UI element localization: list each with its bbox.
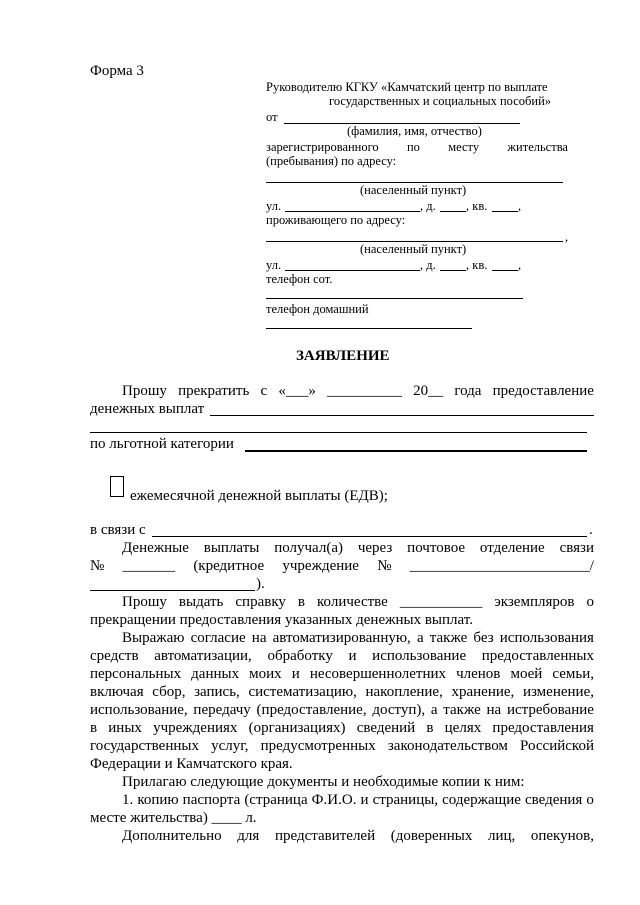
certificate-word: выдать	[178, 594, 224, 610]
live-street-label: ул.	[266, 258, 282, 272]
consent-word: (организациях)	[248, 720, 346, 736]
consent-line-5	[90, 702, 594, 719]
passport-word: 1.	[122, 792, 134, 808]
stop-word: предоставление	[492, 383, 594, 399]
consent-word: сведений	[356, 720, 416, 736]
passport-line-2: месте жительства) ____ л.	[90, 810, 257, 826]
passport-word: Ф.И.О.	[311, 792, 357, 808]
consent-word: а	[430, 702, 438, 718]
consent-word: членов	[456, 666, 501, 682]
fio-caption: (фамилия, имя, отчество)	[347, 124, 482, 138]
received-word: учреждение	[282, 558, 359, 574]
bank-name-field[interactable]	[90, 590, 255, 591]
passport-word: (страница	[244, 792, 308, 808]
consent-word: предоставленных	[481, 648, 594, 664]
consent-word: сбор,	[152, 684, 186, 700]
certificate-line-1	[122, 594, 594, 611]
mobile-phone-label: телефон сот.	[266, 272, 333, 286]
registered-word: жительства	[507, 140, 568, 154]
consent-word: на	[486, 702, 502, 718]
consent-word: доступ),	[372, 702, 426, 718]
consent-line-4	[90, 684, 594, 701]
reg-street-field[interactable]	[285, 211, 420, 212]
edv-checkbox[interactable]	[110, 476, 124, 497]
consent-word: в	[426, 720, 434, 736]
certificate-word: количестве	[317, 594, 388, 610]
certificate-word: Прошу	[122, 594, 167, 610]
passport-word: копию	[137, 792, 179, 808]
consent-word: иных	[108, 720, 142, 736]
extra-word: для	[237, 828, 260, 844]
passport-word: содержащие	[442, 792, 521, 808]
consent-word: запись,	[194, 684, 240, 700]
consent-line-7	[90, 738, 594, 755]
passport-word: страницы,	[372, 792, 439, 808]
consent-word: использование	[372, 648, 467, 664]
consent-word: также	[443, 702, 481, 718]
received-word: Денежные	[122, 540, 189, 556]
mobile-phone-field[interactable]	[266, 298, 523, 299]
consent-word: данных	[191, 666, 240, 682]
received-word: №	[90, 558, 105, 574]
document-page: Форма 3 Руководителю КГКУ «Камчатский центр по выплате государственных и социальных пособий» от (фамилия, имя, отчество) зарегистрированного по месту жительства (пребывания) по адресу: (населенный пункт) ул. , д. , кв. , проживающего по адресу: , (населенный пункт) ул. , д. , кв. , телефон сот. телефон домашний ЗАЯВЛЕНИЕ Прошу прекратить с «___» __________ 20__ года предоставление денежных выплат по льготной категории ежемесячной денежной выплаты (ЕДВ); в связи с . Денежные выплаты получал(а) через почтовое отделение связи № _______ (кредитное учреждение № ________________________/ ). Прошу выдать справку в количестве ___________ экземпляров о прекращении предоставления указанных денежных выплат. Выражаю согласие на автоматизированную, а также без использования средств автоматизации, обработку и использование предоставленных персональных данных моих и несовершеннолетних членов моей семьи, включая сбор, запись, систематизацию, накопление, хранение, изменение, использование, передачу (предоставление, доступ), а также на истребование в иных учреждениях (организациях) сведений в целях предоставления государственных услуг, предусмотренных законодательством Российской Федерации и Камчатского края. Прилагаю следующие документы и необходимые копии к ним: 1. копию паспорта (страница Ф.И.О. и страницы, содержащие сведения о месте жительства) ____ л. Дополнительно для представителей (доверенных лиц, опекунов,	[90, 63, 594, 844]
addressee-line-2: государственных и социальных пособий»	[329, 94, 552, 108]
consent-word: без	[473, 630, 494, 646]
consent-word: передачу	[193, 702, 251, 718]
certificate-line-2: прекращении предоставления указанных денежных выплат.	[90, 612, 473, 628]
reg-house-field[interactable]	[440, 211, 466, 212]
document-title: ЗАЯВЛЕНИЕ	[296, 348, 390, 364]
consent-word: накопление,	[365, 684, 443, 700]
live-apt-field[interactable]	[492, 270, 518, 271]
category-label: по льготной категории	[90, 436, 234, 452]
consent-word: законодательством	[387, 738, 508, 754]
consent-word: и	[291, 666, 300, 682]
extra-word: Дополнительно	[122, 828, 222, 844]
received-word: получал(а)	[274, 540, 343, 556]
passport-word: и	[360, 792, 369, 808]
registered-line-1	[266, 140, 568, 155]
consent-word: целях	[444, 720, 482, 736]
consent-word: моих	[249, 666, 282, 682]
consent-word: обработку	[267, 648, 333, 664]
consent-word: автоматизации,	[154, 648, 252, 664]
category-field[interactable]	[245, 450, 587, 452]
consent-word: включая	[90, 684, 144, 700]
received-word: отделение	[479, 540, 545, 556]
extra-word: опекунов,	[530, 828, 594, 844]
payments-label: денежных выплат	[90, 401, 205, 417]
consent-word: средств	[90, 648, 139, 664]
stop-word: года	[454, 383, 482, 399]
home-phone-field[interactable]	[266, 328, 472, 329]
reg-house-label: , д.	[420, 199, 436, 213]
consent-word: учреждениях	[153, 720, 238, 736]
passport-word: о	[586, 792, 594, 808]
received-line-1	[122, 540, 594, 557]
consent-word: семьи,	[552, 666, 594, 682]
consent-word: предоставления	[492, 720, 594, 736]
consent-word: систематизацию,	[248, 684, 357, 700]
bank-number-field[interactable]: ________________________/	[409, 558, 594, 574]
stop-word[interactable]: __________	[326, 383, 402, 399]
consent-word: также	[429, 630, 468, 646]
stop-word[interactable]: «___»	[278, 383, 316, 399]
payments-field-2[interactable]	[90, 432, 587, 433]
live-street-field[interactable]	[285, 270, 420, 271]
consent-word: несовершеннолетних	[309, 666, 447, 682]
consent-word: предусмотренных	[260, 738, 376, 754]
payments-field[interactable]	[210, 415, 594, 416]
reg-apt-field[interactable]	[492, 211, 518, 212]
extra-word: лиц,	[487, 828, 516, 844]
due-field[interactable]	[152, 536, 587, 537]
reg-street-label: ул.	[266, 199, 282, 213]
live-apt-label: , кв.	[466, 258, 488, 272]
copies-count-field[interactable]: ___________	[399, 594, 483, 610]
consent-word: государственных	[90, 738, 199, 754]
consent-word: автоматизированную,	[272, 630, 411, 646]
stop-word[interactable]: 20__	[413, 383, 444, 399]
received-word: №	[377, 558, 392, 574]
consent-word: услуг,	[211, 738, 249, 754]
consent-word: в	[90, 720, 98, 736]
consent-word: (предоставление,	[256, 702, 367, 718]
form-label: Форма 3	[90, 63, 144, 79]
due-label: в связи с	[90, 522, 146, 538]
received-line-2	[90, 558, 594, 575]
consent-word: согласие	[190, 630, 246, 646]
consent-word: на	[251, 630, 267, 646]
extra-word: представителей	[274, 828, 376, 844]
consent-word: изменение,	[522, 684, 594, 700]
attach-label: Прилагаю следующие документы и необходимые копии к ним:	[122, 774, 525, 790]
registered-word: зарегистрированного	[266, 140, 379, 154]
consent-line-6	[90, 720, 594, 737]
received-word: почтовое	[407, 540, 466, 556]
consent-word: истребование	[506, 702, 594, 718]
live-settlement-caption: (населенный пункт)	[360, 242, 467, 256]
reg-apt-label: , кв.	[466, 199, 488, 213]
stop-line	[122, 383, 594, 400]
post-office-number-field[interactable]: _______	[122, 558, 176, 574]
consent-line-3	[90, 666, 594, 683]
certificate-word: экземпляров	[494, 594, 575, 610]
stop-word: Прошу	[122, 383, 167, 399]
stop-word: прекратить	[178, 383, 250, 399]
home-phone-label: телефон домашний	[266, 302, 369, 316]
consent-line-1	[122, 630, 594, 647]
consent-word: хранение,	[451, 684, 515, 700]
certificate-word: о	[586, 594, 594, 610]
received-word: (кредитное	[193, 558, 265, 574]
consent-word: использования	[499, 630, 594, 646]
stop-word: с	[260, 383, 268, 399]
live-house-field[interactable]	[440, 270, 466, 271]
consent-line-2	[90, 648, 594, 665]
registered-word: месту	[448, 140, 480, 154]
passport-word: сведения	[524, 792, 583, 808]
reg-settlement-caption: (населенный пункт)	[360, 183, 467, 197]
live-house-label: , д.	[420, 258, 436, 272]
extra-line-1	[122, 828, 594, 845]
registered-line-2: (пребывания) по адресу:	[266, 154, 397, 168]
from-label: от	[266, 110, 278, 124]
passport-line-1	[122, 792, 594, 809]
addressee-line-1: Руководителю КГКУ «Камчатский центр по выплате	[266, 80, 548, 94]
extra-word: (доверенных	[390, 828, 473, 844]
received-word: через	[357, 540, 393, 556]
consent-line-8: Федерации и Камчатского края.	[90, 756, 293, 772]
consent-word: моей	[510, 666, 543, 682]
edv-label: ежемесячной денежной выплаты (ЕДВ);	[130, 488, 388, 504]
received-line-3-end: ).	[256, 576, 265, 592]
living-label: проживающего по адресу:	[266, 213, 406, 227]
consent-word: а	[416, 630, 424, 646]
consent-word: Российской	[520, 738, 594, 754]
certificate-word: справку	[235, 594, 286, 610]
consent-word: использование,	[90, 702, 188, 718]
consent-word: персональных	[90, 666, 182, 682]
received-word: выплаты	[203, 540, 260, 556]
consent-word: Выражаю	[122, 630, 185, 646]
consent-word: и	[348, 648, 357, 664]
received-word: связи	[559, 540, 594, 556]
registered-word: по	[406, 140, 420, 154]
certificate-word: в	[297, 594, 306, 610]
passport-word: паспорта	[182, 792, 241, 808]
